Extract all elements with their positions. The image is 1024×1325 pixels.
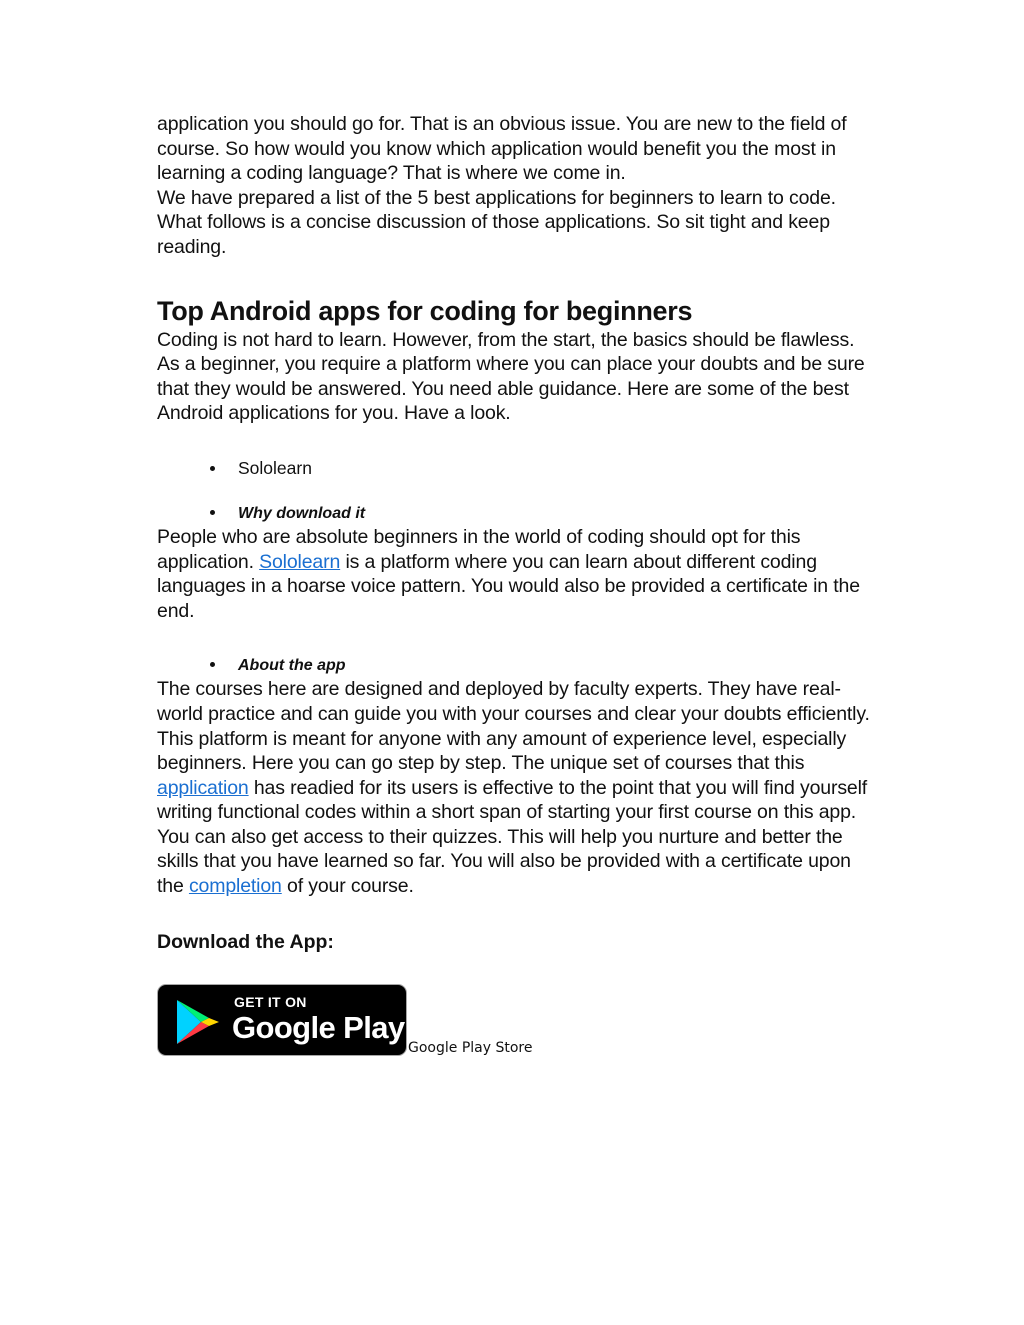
intro-paragraph: application you should go for. That is an obvious issue. You are new to the field of course. So how would you know which application would benefit you the most in learning a coding language? That is where we come in. — [157, 113, 847, 185]
why-download-label: Why download it — [238, 504, 366, 522]
download-title: Download the App: — [157, 930, 334, 953]
why-text-before: People who are absolute beginners in the world of coding should opt for this application. — [157, 525, 801, 573]
google-play-store-caption: Google Play Store — [408, 1039, 533, 1056]
bullet-icon — [210, 466, 215, 471]
bullet-icon — [210, 662, 215, 667]
list-item — [157, 653, 877, 677]
about-text-part3: of your course. — [281, 875, 414, 898]
about-app-label: About the app — [238, 657, 346, 675]
app-bullet-list — [157, 457, 877, 525]
about-bullet-list — [157, 653, 877, 677]
section-intro-paragraph: Coding is not hard to learn. However, from the start, the basics should be flawless. As a beginner, you require a platform where you can place your doubts and be sure that they would be answered. You need able guidance. Here are some of the best Android applications for you. Have a look. — [157, 328, 865, 425]
why-paragraph — [157, 525, 877, 623]
list-intro-paragraph: We have prepared a list of the 5 best applications for beginners to learn to code. What follows is a concise discussion of those applications. So sit tight and keep reading. — [157, 186, 836, 258]
list-item — [157, 501, 877, 525]
badge-big-text: Google Play — [232, 1009, 405, 1045]
about-paragraph — [157, 677, 877, 898]
completion-link[interactable]: completion — [188, 875, 282, 898]
application-link[interactable]: application — [157, 776, 249, 799]
why-text-after: is a platform where you can learn about different coding languages in a hoarse voice pattern. You would also be provided a certificate in the end. — [157, 550, 860, 622]
section-heading: Top Android apps for coding for beginners — [157, 295, 693, 326]
about-text-part1: The courses here are designed and deployed by faculty experts. They have real-world practice and can guide you with your courses and clear your doubts efficiently. This platform is meant for anyone with any amount of experience level, especially beginners. Here you can go step by step. The unique set of courses that this — [157, 678, 870, 775]
download-row — [157, 984, 877, 1056]
about-text-part2: has readied for its users is effective to the point that you will find yourself writing functional codes within a short span of starting your first course on this app. You can also get access to their quizzes. This will help you nurture and better the skills that you have learned so far. You will also be provided with a certificate upon the — [157, 776, 868, 898]
list-item — [157, 457, 877, 479]
google-play-badge[interactable] — [157, 984, 407, 1056]
document-page — [157, 112, 877, 1056]
sololearn-link[interactable]: Sololearn — [259, 550, 341, 573]
google-play-icon — [175, 998, 221, 1046]
bullet-icon — [210, 510, 215, 515]
app-name-label: Sololearn — [238, 457, 312, 478]
badge-small-text: GET IT ON — [234, 993, 307, 1010]
